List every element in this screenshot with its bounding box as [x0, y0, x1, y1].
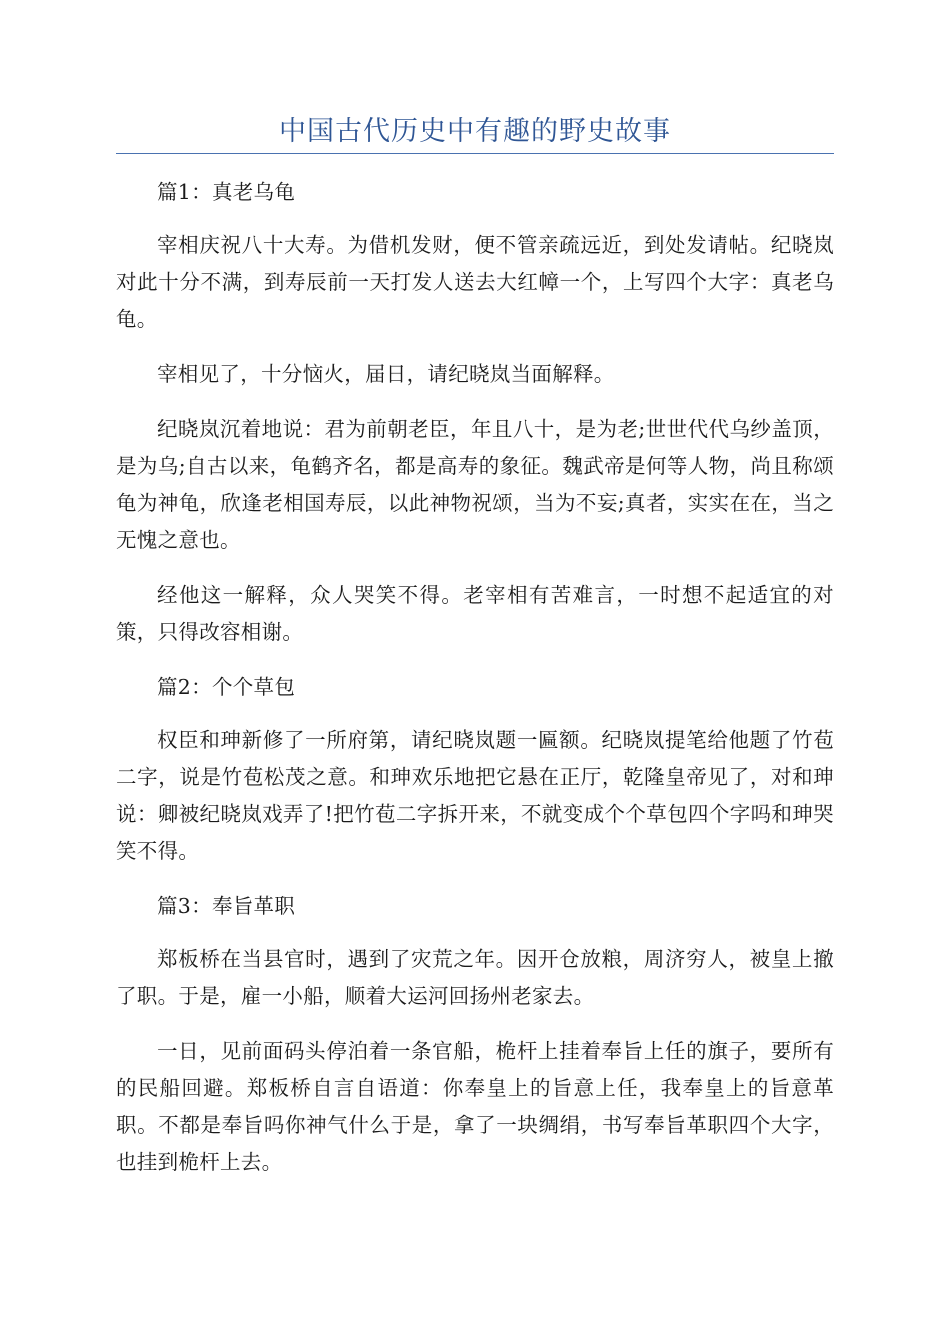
section-heading: 篇2：个个草包 [157, 675, 296, 699]
document-body [116, 174, 834, 1199]
paragraph: 纪晓岚沉着地说：君为前朝老臣，年且八十，是为老;世世代代乌纱盖顶，是为乌;自古以来，龟鹤齐名，都是高寿的象征。魏武帝是何等人物，尚且称颂龟为神龟，欣逢老相国寿辰，以此神物祝颂，当为不妄;真者，实实在在，当之无愧之意也。 [116, 417, 834, 552]
section-heading: 篇3：奉旨革职 [157, 894, 296, 918]
title-underline [116, 153, 834, 154]
paragraph: 一日，见前面码头停泊着一条官船，桅杆上挂着奉旨上任的旗子，要所有的民船回避。郑板桥自言自语道：你奉皇上的旨意上任，我奉皇上的旨意革职。不都是奉旨吗你神气什么于是，拿了一块绸绢，书写奉旨革职四个大字，也挂到桅杆上去。 [116, 1039, 834, 1174]
paragraph: 宰相见了，十分恼火，届日，请纪晓岚当面解释。 [157, 362, 615, 386]
paragraph: 经他这一解释，众人哭笑不得。老宰相有苦难言，一时想不起适宜的对策，只得改容相谢。 [116, 583, 834, 644]
section-heading: 篇1：真老乌龟 [157, 180, 296, 204]
document-title: 中国古代历史中有趣的野史故事 [279, 116, 671, 147]
paragraph: 郑板桥在当县官时，遇到了灾荒之年。因开仓放粮，周济穷人，被皇上撤了职。于是，雇一小船，顺着大运河回扬州老家去。 [116, 947, 834, 1008]
paragraph: 权臣和珅新修了一所府第，请纪晓岚题一匾额。纪晓岚提笔给他题了竹苞二字，说是竹苞松茂之意。和珅欢乐地把它悬在正厅，乾隆皇帝见了，对和珅说：卿被纪晓岚戏弄了!把竹苞二字拆开来，不就变成个个草包四个字吗和珅哭笑不得。 [116, 728, 834, 863]
paragraph: 宰相庆祝八十大寿。为借机发财，便不管亲疏远近，到处发请帖。纪晓岚对此十分不满，到寿辰前一天打发人送去大红幛一个，上写四个大字：真老乌龟。 [116, 233, 834, 331]
